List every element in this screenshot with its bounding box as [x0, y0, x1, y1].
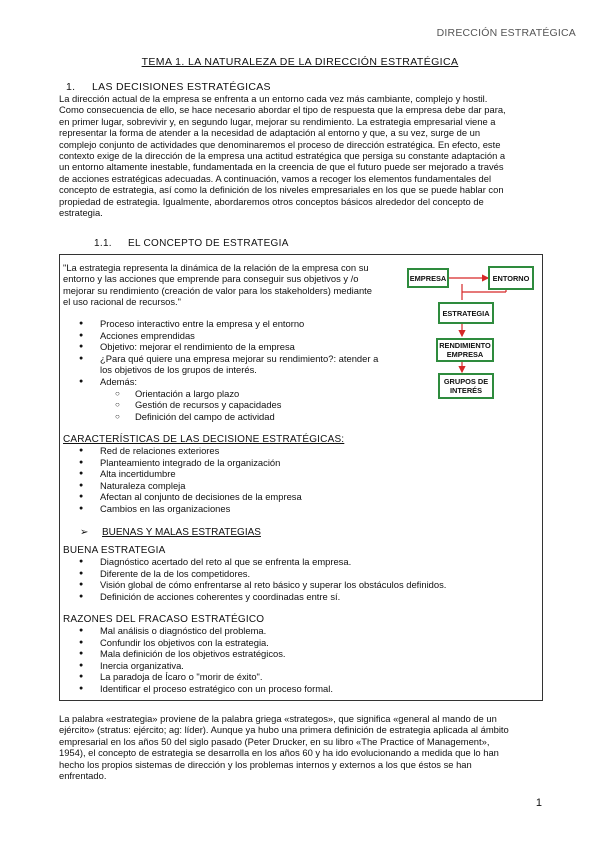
intro-paragraph: [59, 93, 541, 218]
paragraph-line: enfrentado.: [59, 770, 107, 782]
characteristics-section: [63, 434, 533, 515]
quote-line: el uso racional de recursos.": [63, 296, 181, 308]
closing-paragraph: [59, 713, 541, 781]
strategy-diagram: [400, 262, 540, 412]
list-item: ● Inercia organizativa.: [79, 660, 537, 672]
list-item: ● Alta incertidumbre: [79, 468, 533, 480]
diagram-node-estrategia: ESTRATEGIA: [438, 302, 494, 324]
list-item: ● Objetivo: mejorar el rendimiento de la empresa: [79, 341, 409, 353]
diagram-node-entorno: ENTORNO: [488, 266, 534, 290]
list-item: ● Mal análisis o diagnóstico del problema.: [79, 625, 537, 637]
subsection-heading: [94, 238, 289, 249]
paragraph-line: La dirección actual de la empresa se enfrenta a un entorno cada vez más cambiante, complejo y hostil.: [59, 93, 488, 104]
paragraph-line: La palabra «estrategia» proviene de la palabra griega «strategos», que significa «general al mando de un: [59, 713, 497, 724]
page-title: TEMA 1. LA NATURALEZA DE LA DIRECCIÓN ESTRATÉGICA: [141, 56, 459, 68]
paragraph-line: 1954), el concepto de estrategia se desarrolla en los años 60 y ha ido evolucionando a medida que lo han: [59, 747, 499, 759]
list-item: ● Red de relaciones exteriores: [79, 445, 533, 457]
list-item: ● Identificar el proceso estratégico con un proceso formal.: [79, 683, 537, 695]
list-item: ● La paradoja de Ícaro o "morir de éxito".: [79, 671, 537, 683]
paragraph-line: Como consecuencia de ello, se hace necesario abordar el tipo de respuesta que la empresa debe dar para,: [59, 104, 506, 116]
paragraph-line: en primer lugar, sobrevivir y, en segundo lugar, mejorar su rendimiento. La estrategia empresarial viene a: [59, 115, 496, 127]
paragraph-line: complejo conjunto de actividades que denominaremos el proceso de dirección estratégica. En efecto, este: [59, 138, 501, 150]
sub-list-item: ○ Gestión de recursos y capacidades: [115, 399, 409, 411]
list-item: ● Definición de acciones coherentes y coordinadas entre sí.: [79, 591, 537, 603]
list-item: ● Acciones emprendidas: [79, 330, 409, 342]
section-heading: [66, 81, 271, 93]
sub-list-item: ○ Definición del campo de actividad: [115, 411, 409, 423]
good-bad-heading-text: BUENAS Y MALAS ESTRATEGIAS: [102, 527, 261, 538]
good-strategy-heading: BUENA ESTRATEGIA: [63, 545, 166, 556]
diagram-node-grupos: GRUPOS DE INTERÉS: [438, 373, 494, 399]
failure-reasons-section: [63, 614, 537, 695]
good-strategy-section: [63, 545, 537, 602]
arrow-bullet-icon: ➢: [80, 527, 89, 538]
paragraph-line: ejército» (stratus: ejército; ag: líder). Aunque ya hubo una primera definición de estrategia aplicada al ámbito: [59, 724, 509, 736]
quote-line: mejorar su rendimiento (creación de valor para los stakeholders) mediante: [63, 284, 373, 296]
paragraph-line: estrategia.: [59, 207, 103, 219]
characteristics-heading: CARACTERÍSTICAS DE LAS DECISIONE ESTRATÉGICAS:: [63, 434, 345, 445]
paragraph-line: contexto exige de la dirección de la empresa una actitud estratégica que persiga su constante adaptación a: [59, 150, 506, 162]
section-number: 1.: [66, 81, 76, 93]
quote-line: "La estrategia representa la dinámica de la relación de la empresa con su: [63, 262, 369, 273]
subsection-heading-text: EL CONCEPTO DE ESTRATEGIA: [128, 238, 289, 249]
paragraph-line: representar la forma de atender a la necesidad de adaptación al entorno y que, a su vez, surge de un: [59, 127, 481, 139]
strategy-quote: [63, 262, 401, 308]
paragraph-line: un entorno altamente inestable, fundamentada en la creencia de que el futuro puede ser mejorado a través: [59, 161, 504, 173]
list-item: ● Cambios en las organizaciones: [79, 503, 533, 515]
paragraph-line: de acciones estratégicas adecuadas. A continuación, vamos a recoger los elementos fundamentales del: [59, 172, 492, 184]
quote-line: entorno y las acciones que emprende para conseguir sus objetivos y /o: [63, 273, 359, 285]
list-item: ● Proceso interactivo entre la empresa y el entorno: [79, 318, 409, 330]
paragraph-line: concepto de estrategia, así como la definición de los niveles empresariales en los que se puede hablar con: [59, 184, 504, 196]
list-item-continuation: los objetivos de los grupos de interés.: [100, 364, 257, 376]
list-item: ● Confundir los objetivos con la estrategia.: [79, 637, 537, 649]
paragraph-line: empresarial en los años 50 del siglo pasado (Peter Drucker, en su libro «The Practice of Management»,: [59, 735, 490, 747]
diagram-node-empresa: EMPRESA: [407, 268, 449, 288]
concept-bullets: [79, 318, 409, 422]
list-item: ● Además:: [79, 376, 409, 388]
paragraph-line: hecho los propios sistemas de dirección y los problemas internos y externos a los que éstos se han: [59, 758, 472, 770]
diagram-node-rendimiento: RENDIMIENTO EMPRESA: [436, 338, 494, 362]
list-item: ● Afectan al conjunto de decisiones de la empresa: [79, 491, 533, 503]
list-item: ● Naturaleza compleja: [79, 480, 533, 492]
list-item: ● Visión global de cómo enfrentarse al reto básico y superar los obstáculos definidos.: [79, 579, 537, 591]
section-heading-text: LAS DECISIONES ESTRATÉGICAS: [92, 81, 271, 93]
list-item: ● Mala definición de los objetivos estratégicos.: [79, 648, 537, 660]
sub-list-item: ○ Orientación a largo plazo: [115, 388, 409, 400]
failure-reasons-heading: RAZONES DEL FRACASO ESTRATÉGICO: [63, 614, 265, 625]
list-item: ● Diferente de la de los competidores.: [79, 568, 537, 580]
list-item: ● Diagnóstico acertado del reto al que se enfrenta la empresa.: [79, 556, 537, 568]
page-number: 1: [535, 797, 542, 809]
list-item: ● Planteamiento integrado de la organización: [79, 457, 533, 469]
good-bad-heading: [80, 527, 261, 538]
paragraph-line: propiedad de estrategia. Igualmente, abordaremos otros conceptos básicos alrededor del concepto de: [59, 195, 484, 207]
subsection-number: 1.1.: [94, 238, 112, 249]
running-header: DIRECCIÓN ESTRATÉGICA: [436, 27, 576, 39]
list-item: ● ¿Para qué quiere una empresa mejorar su rendimiento?: atender a: [79, 353, 409, 365]
